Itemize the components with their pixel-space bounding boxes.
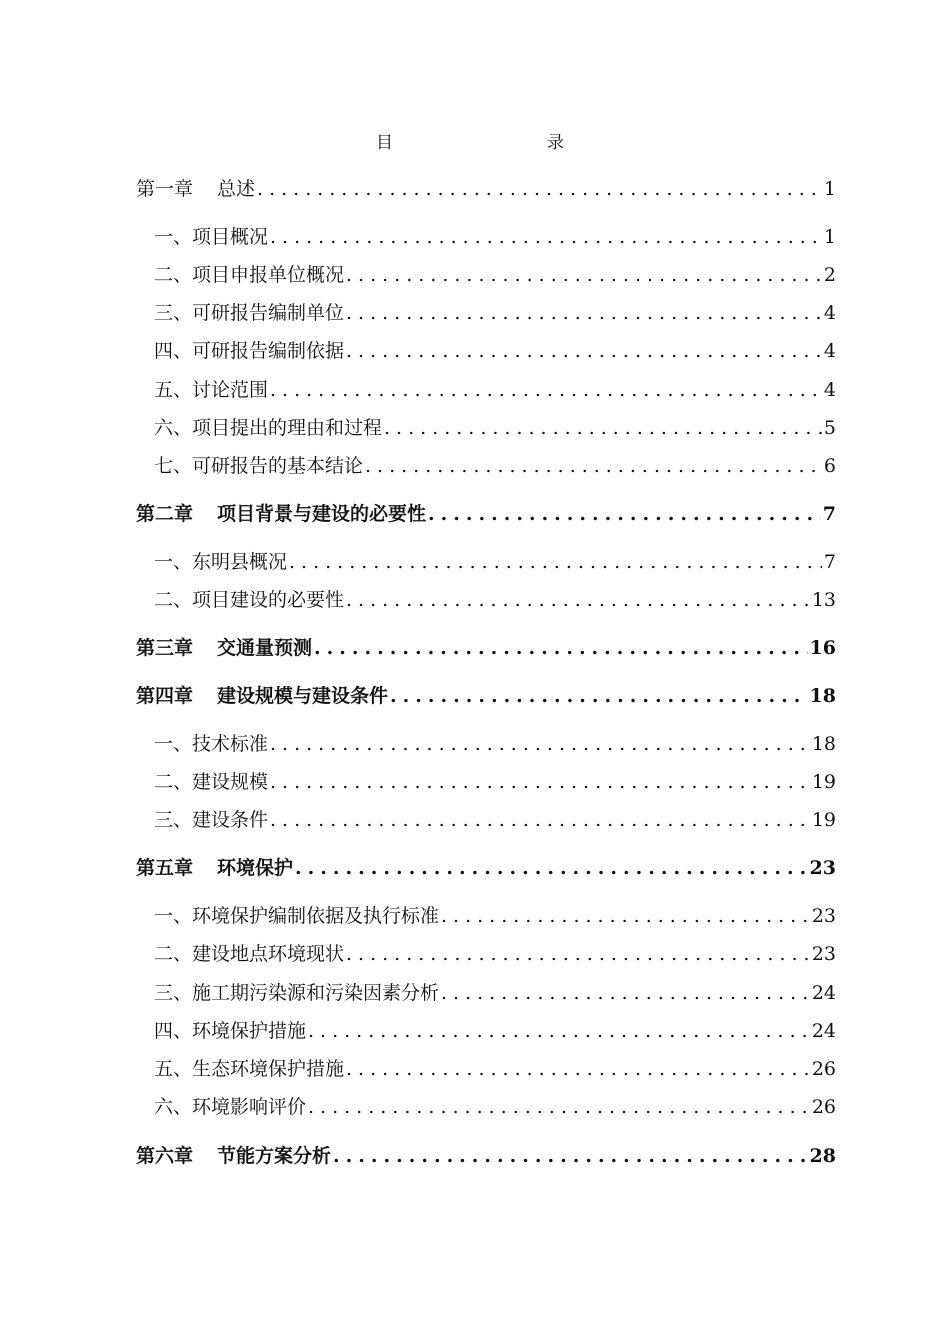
dot-leader [333,1140,808,1172]
page-number: 5 [823,417,836,439]
toc-chapter-1[interactable] [136,173,836,205]
section-title: 二、建设规模 [154,771,269,793]
toc-section[interactable] [154,584,836,616]
dot-leader [441,900,810,932]
toc-section[interactable] [154,766,836,798]
page-number: 4 [823,340,836,362]
page-number: 23 [809,857,836,879]
section-title: 四、环境保护措施 [154,1020,307,1042]
section-title: 一、东明县概况 [154,551,288,573]
page-number: 2 [823,264,836,286]
page-number: 18 [809,685,836,707]
dot-leader [346,1053,810,1085]
chapter-number: 第二章 [136,503,194,525]
dot-leader [295,852,808,884]
dot-leader [346,584,810,616]
dot-leader [270,728,810,760]
page-number: 28 [809,1145,836,1167]
toc-entry-label [136,680,388,712]
page-number: 6 [823,455,836,477]
dot-leader [346,297,822,329]
dot-leader [270,374,822,406]
chapter-title: 环境保护 [217,857,294,879]
page-number: 1 [823,178,836,200]
toc-entry-label [136,632,312,664]
chapter-number: 第四章 [136,685,194,707]
toc-section[interactable] [154,900,836,932]
chapter-title: 建设规模与建设条件 [217,685,389,707]
dot-leader [257,173,822,205]
toc-section[interactable] [154,977,836,1009]
page-number: 13 [811,589,836,611]
page-number: 4 [823,302,836,324]
section-title: 三、建设条件 [154,809,269,831]
page-number: 7 [822,503,836,525]
toc-chapter-5[interactable] [136,852,836,884]
toc-section[interactable] [154,804,836,836]
chapter-title: 项目背景与建设的必要性 [217,503,427,525]
dot-leader [390,680,808,712]
chapter-number: 第一章 [136,178,194,200]
page-number: 1 [823,226,836,248]
toc-section[interactable] [154,728,836,760]
section-title: 三、施工期污染源和污染因素分析 [154,982,440,1004]
toc-section[interactable] [154,1091,836,1123]
page-number: 24 [811,1020,836,1042]
dot-leader [428,498,821,530]
dot-leader [289,546,822,578]
page-number: 23 [811,905,836,927]
dot-leader [308,1015,810,1047]
section-title: 一、技术标准 [154,733,269,755]
section-title: 二、项目申报单位概况 [154,264,345,286]
toc-section[interactable] [154,938,836,970]
toc-section[interactable] [154,374,836,406]
page-number: 23 [811,943,836,965]
toc-section[interactable] [154,1053,836,1085]
chapter-number: 第六章 [136,1145,194,1167]
section-title: 六、项目提出的理由和过程 [154,417,383,439]
section-title: 七、可研报告的基本结论 [154,455,364,477]
chapter-title: 节能方案分析 [217,1145,332,1167]
dot-leader [308,1091,810,1123]
dot-leader [270,804,810,836]
chapter-title: 交通量预测 [217,637,313,659]
dot-leader [346,938,810,970]
dot-leader [441,977,810,1009]
toc-chapter-3[interactable] [136,632,836,664]
toc-entry-label [136,173,255,205]
chapter-number: 第三章 [136,637,194,659]
page-number: 7 [823,551,836,573]
toc-chapter-2[interactable] [136,498,836,530]
dot-leader [346,259,822,291]
section-title: 五、生态环境保护措施 [154,1058,345,1080]
section-title: 一、环境保护编制依据及执行标准 [154,905,440,927]
page-number: 19 [811,771,836,793]
toc-section[interactable] [154,1015,836,1047]
section-title: 二、建设地点环境现状 [154,943,345,965]
chapter-title: 总述 [217,178,256,200]
section-title: 四、可研报告编制依据 [154,340,345,362]
toc-section[interactable] [154,297,836,329]
toc-section[interactable] [154,412,836,444]
toc-section[interactable] [154,221,836,253]
page-number: 26 [811,1058,836,1080]
toc-section[interactable] [154,259,836,291]
page-number: 26 [811,1096,836,1118]
dot-leader [270,221,822,253]
dot-leader [365,450,822,482]
toc-chapter-6[interactable] [136,1140,836,1172]
section-title: 五、讨论范围 [154,379,269,401]
toc-section[interactable] [154,546,836,578]
page-number: 4 [823,379,836,401]
toc-title: 目 录 [376,133,604,153]
dot-leader [384,412,822,444]
toc-chapter-4[interactable] [136,680,836,712]
toc-entry-label [136,1140,331,1172]
chapter-number: 第五章 [136,857,194,879]
page-number: 18 [811,733,836,755]
toc-section[interactable] [154,335,836,367]
page-number: 19 [811,809,836,831]
dot-leader [314,632,808,664]
page-number: 24 [811,982,836,1004]
section-title: 二、项目建设的必要性 [154,589,345,611]
dot-leader [270,766,810,798]
toc-entry-label [136,498,426,530]
dot-leader [346,335,822,367]
section-title: 三、可研报告编制单位 [154,302,345,324]
section-title: 六、环境影响评价 [154,1096,307,1118]
section-title: 一、项目概况 [154,226,269,248]
toc-entry-label [136,852,293,884]
page-number: 16 [809,637,836,659]
toc-section[interactable] [154,450,836,482]
